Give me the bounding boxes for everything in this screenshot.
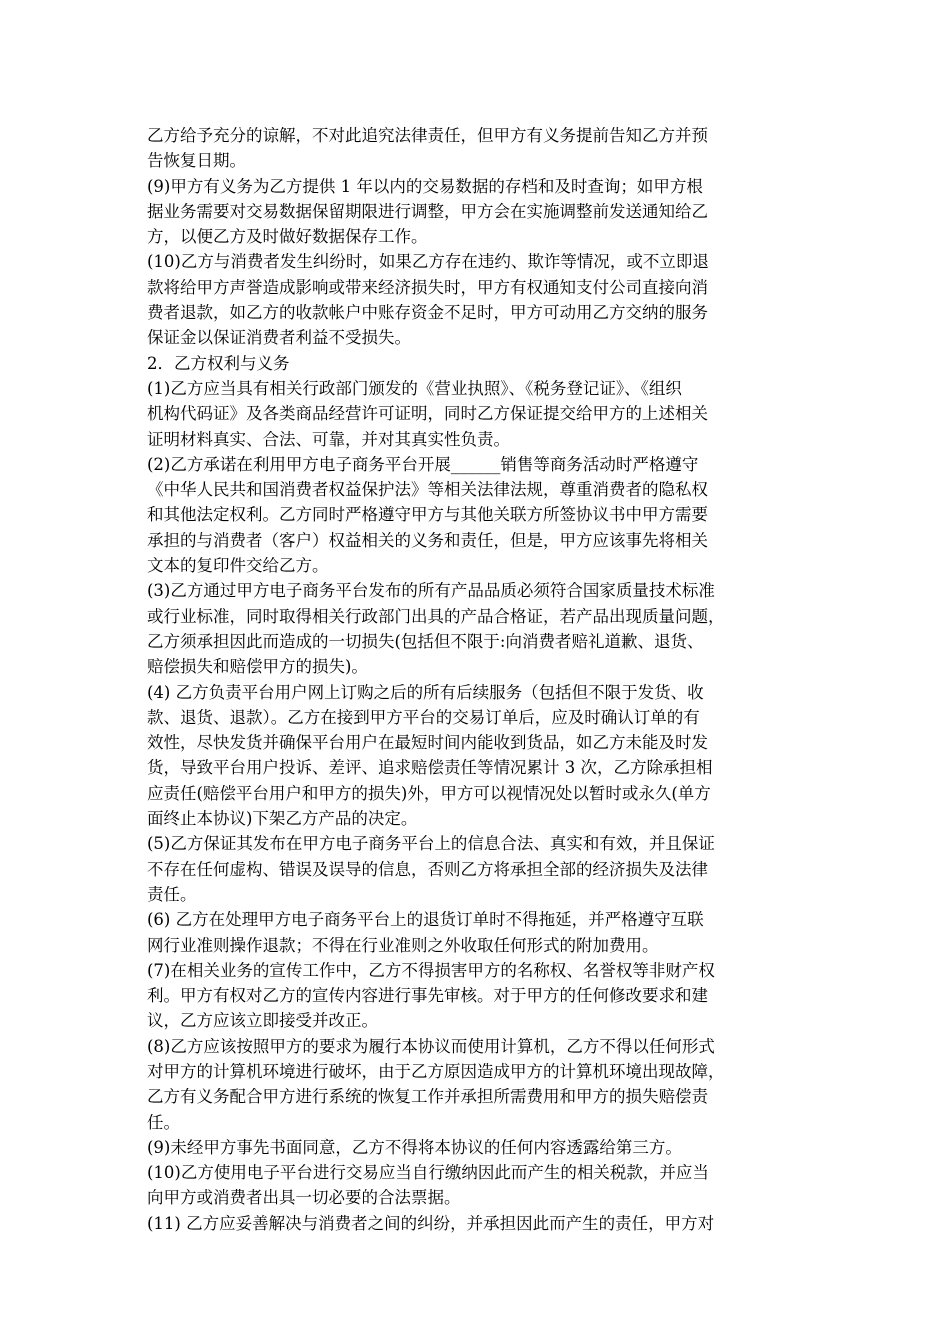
text-line: (7)在相关业务的宣传工作中，乙方不得损害甲方的名称权、名誉权等非财产权 <box>147 960 715 980</box>
text-line: 文本的复印件交给乙方。 <box>147 556 329 576</box>
text-line: 据业务需要对交易数据保留期限进行调整，甲方会在实施调整前发送通知给乙 <box>147 201 708 221</box>
text-line: 责任。 <box>147 884 197 904</box>
text-line: 乙方须承担因此而造成的一切损失(包括但不限于:向消费者赔礼道歉、退货、 <box>147 631 704 651</box>
text-line: 费者退款，如乙方的收款帐户中账存资金不足时，甲方可动用乙方交纳的服务 <box>147 303 708 323</box>
text-line: 机构代码证》及各类商品经营许可证明，同时乙方保证提交给甲方的上述相关 <box>147 404 708 424</box>
text-line: 面终止本协议)下架乙方产品的决定。 <box>147 809 418 829</box>
text-line: 效性，尽快发货并确保平台用户在最短时间内能收到货品，如乙方未能及时发 <box>147 733 708 753</box>
text-line: 不存在任何虚构、错误及误导的信息，否则乙方将承担全部的经济损失及法律 <box>147 859 708 879</box>
text-line: 《中华人民共和国消费者权益保护法》等相关法律法规，尊重消费者的隐私权 <box>147 480 708 500</box>
text-line: 或行业标准，同时取得相关行政部门出具的产品合格证，若产品出现质量问题， <box>147 606 725 626</box>
text-line: (9)未经甲方事先书面同意，乙方不得将本协议的任何内容透露给第三方。 <box>147 1137 682 1157</box>
text-line: 应责任(赔偿平台用户和甲方的损失)外，甲方可以视情况处以暂时或永久(单方 <box>147 783 711 803</box>
text-line: 款、退货、退款）。乙方在接到甲方平台的交易订单后，应及时确认订单的有 <box>147 707 700 727</box>
text-line: 赔偿损失和赔偿甲方的损失)。 <box>147 657 368 677</box>
document-body <box>147 123 807 1236</box>
text-line: 任。 <box>147 1112 180 1132</box>
text-line: 告恢复日期。 <box>147 151 246 171</box>
text-line: 对甲方的计算机环境进行破坏，由于乙方原因造成甲方的计算机环境出现故障， <box>147 1061 725 1081</box>
text-line: 款将给甲方声誉造成影响或带来经济损失时，甲方有权通知支付公司直接向消 <box>147 277 708 297</box>
text-line: (1)乙方应当具有相关行政部门颁发的《营业执照》、《税务登记证》、《组织 <box>147 378 682 398</box>
text-line: 2．乙方权利与义务 <box>147 353 290 373</box>
text-line: 网行业准则操作退款；不得在行业准则之外收取任何形式的附加费用。 <box>147 935 659 955</box>
text-line: 货，导致平台用户投诉、差评、追求赔偿责任等情况累计 3 次，乙方除承担相 <box>147 758 713 778</box>
text-line: (11) 乙方应妥善解决与消费者之间的纠纷，并承担因此而产生的责任，甲方对 <box>147 1213 715 1233</box>
text-line: 乙方给予充分的谅解，不对此追究法律责任，但甲方有义务提前告知乙方并预 <box>147 126 708 145</box>
text-line: 议，乙方应该立即接受并改正。 <box>147 1011 378 1031</box>
text-line: 乙方有义务配合甲方进行系统的恢复工作并承担所需费用和甲方的损失赔偿责 <box>147 1087 708 1107</box>
text-line: (10)乙方与消费者发生纠纷时，如果乙方存在违约、欺诈等情况，或不立即退 <box>147 252 709 272</box>
text-line: (2)乙方承诺在利用甲方电子商务平台开展______销售等商务活动时严格遵守 <box>147 454 699 474</box>
text-line: (3)乙方通过甲方电子商务平台发布的所有产品品质必须符合国家质量技术标准 <box>147 581 715 601</box>
text-line: (4) 乙方负责平台用户网上订购之后的所有后续服务（包括但不限于发货、收 <box>147 682 704 702</box>
text-line: (5)乙方保证其发布在甲方电子商务平台上的信息合法、真实和有效，并且保证 <box>147 834 715 854</box>
text-line: 和其他法定权利。乙方同时严格遵守甲方与其他关联方所签协议书中甲方需要 <box>147 505 708 525</box>
text-line: 方，以便乙方及时做好数据保存工作。 <box>147 227 428 247</box>
text-line: (9)甲方有义务为乙方提供 1 年以内的交易数据的存档和及时查询；如甲方根 <box>147 176 703 196</box>
text-line: 承担的与消费者（客户）权益相关的义务和责任，但是，甲方应该事先将相关 <box>147 530 708 550</box>
text-line: (8)乙方应该按照甲方的要求为履行本协议而使用计算机，乙方不得以任何形式 <box>147 1036 715 1056</box>
text-line: (6) 乙方在处理甲方电子商务平台上的退货订单时不得拖延，并严格遵守互联 <box>147 910 704 930</box>
text-line: 利。甲方有权对乙方的宣传内容进行事先审核。对于甲方的任何修改要求和建 <box>147 986 708 1006</box>
text-line: 向甲方或消费者出具一切必要的合法票据。 <box>147 1188 461 1208</box>
text-line: 证明材料真实、合法、可靠，并对其真实性负责。 <box>147 429 510 449</box>
text-line: (10)乙方使用电子平台进行交易应当自行缴纳因此而产生的相关税款，并应当 <box>147 1163 709 1183</box>
text-line: 保证金以保证消费者利益不受损失。 <box>147 328 411 348</box>
